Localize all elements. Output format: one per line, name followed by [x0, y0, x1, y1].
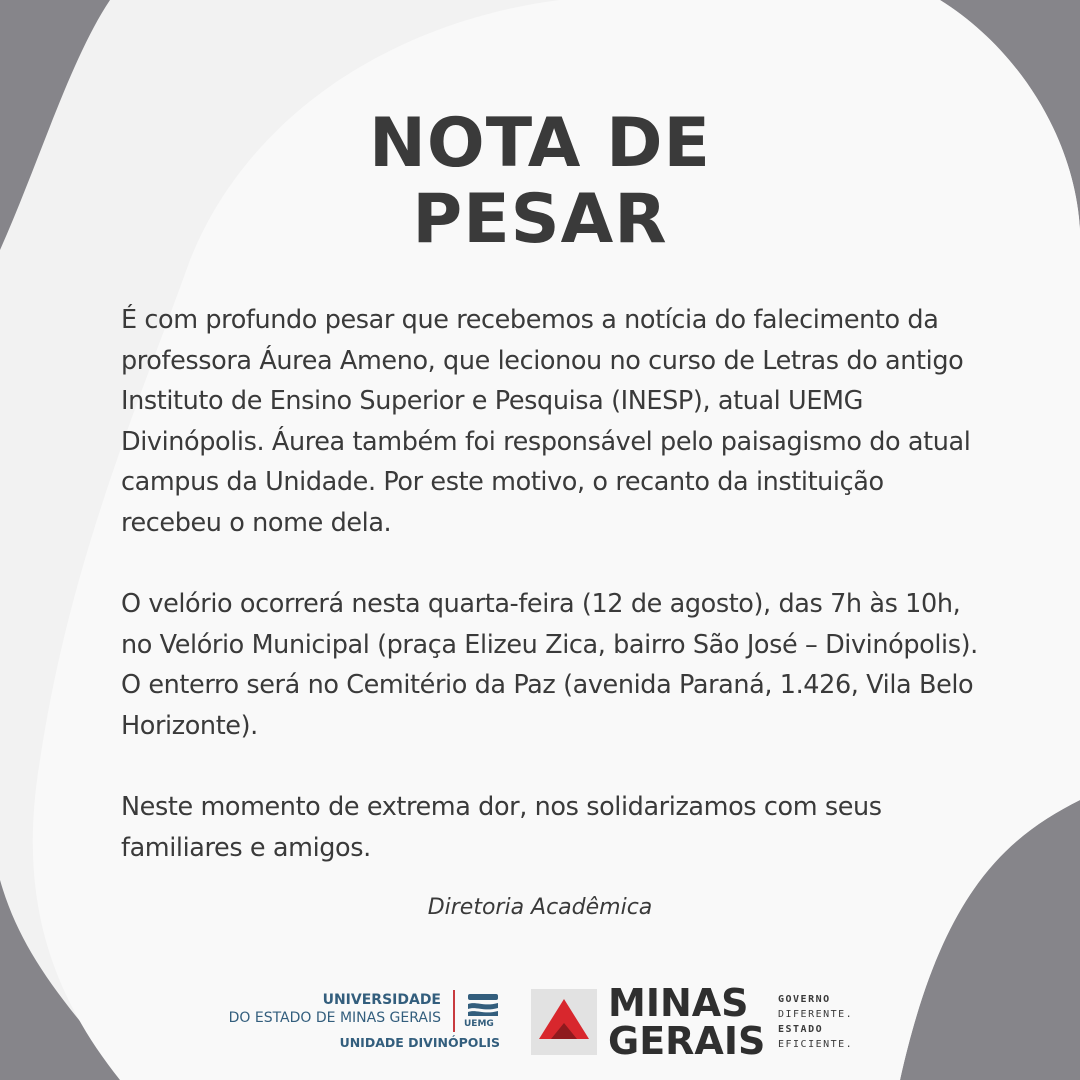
paragraph-solidarity: Neste momento de extrema dor, nos solidarizamos com seus familiares e amigos. [121, 792, 882, 863]
paragraph-announcement: É com profundo pesar que recebemos a notícia do falecimento da professora Áurea Ameno, que lecionou no curso de Letras do antigo Instituto de Ensino Superior e Pesquisa (INESP), atual UEMG Divinópolis. Áurea também foi responsável pelo paisagismo do atual campus da Unidade. Por este motivo, o recanto da instituição recebeu o nome dela. [121, 305, 971, 538]
minas-word: MINAS [608, 981, 749, 1025]
minas-gerais-emblem-icon [531, 989, 597, 1055]
uemg-name-line-2: DO ESTADO DE MINAS GERAIS [228, 1010, 441, 1026]
slogan-line-2: DIFERENTE. [778, 1009, 854, 1020]
uemg-divider [453, 990, 455, 1032]
slogan-line-4: EFICIENTE. [778, 1039, 854, 1050]
uemg-emblem-label: UEMG [464, 1019, 494, 1029]
title-line-1: NOTA DE [368, 104, 712, 183]
uemg-logo [212, 990, 502, 1060]
slogan-line-1: GOVERNO [778, 994, 831, 1005]
paragraph-funeral-details: O velório ocorrerá nesta quarta-feira (12 de agosto), das 7h às 10h, no Velório Municipal (praça Elizeu Zica, bairro São José – Divinópolis). O enterro será no Cemitério da Paz (avenida Paraná, 1.426, Vila Belo Horizonte). [121, 589, 978, 741]
uemg-unit-name: UNIDADE DIVINÓPOLIS [339, 1035, 500, 1050]
signature: Diretoria Acadêmica [427, 895, 653, 920]
uemg-name-line-1: UNIVERSIDADE [322, 992, 441, 1008]
uemg-emblem-icon [466, 992, 500, 1018]
minas-gerais-wordmark [608, 981, 766, 1063]
condolence-text [121, 300, 981, 909]
slogan-line-3: ESTADO [778, 1024, 824, 1035]
page-title [0, 106, 1080, 258]
gerais-word: GERAIS [608, 1019, 766, 1063]
government-slogan [778, 992, 853, 1052]
title-line-2: PESAR [412, 180, 668, 259]
